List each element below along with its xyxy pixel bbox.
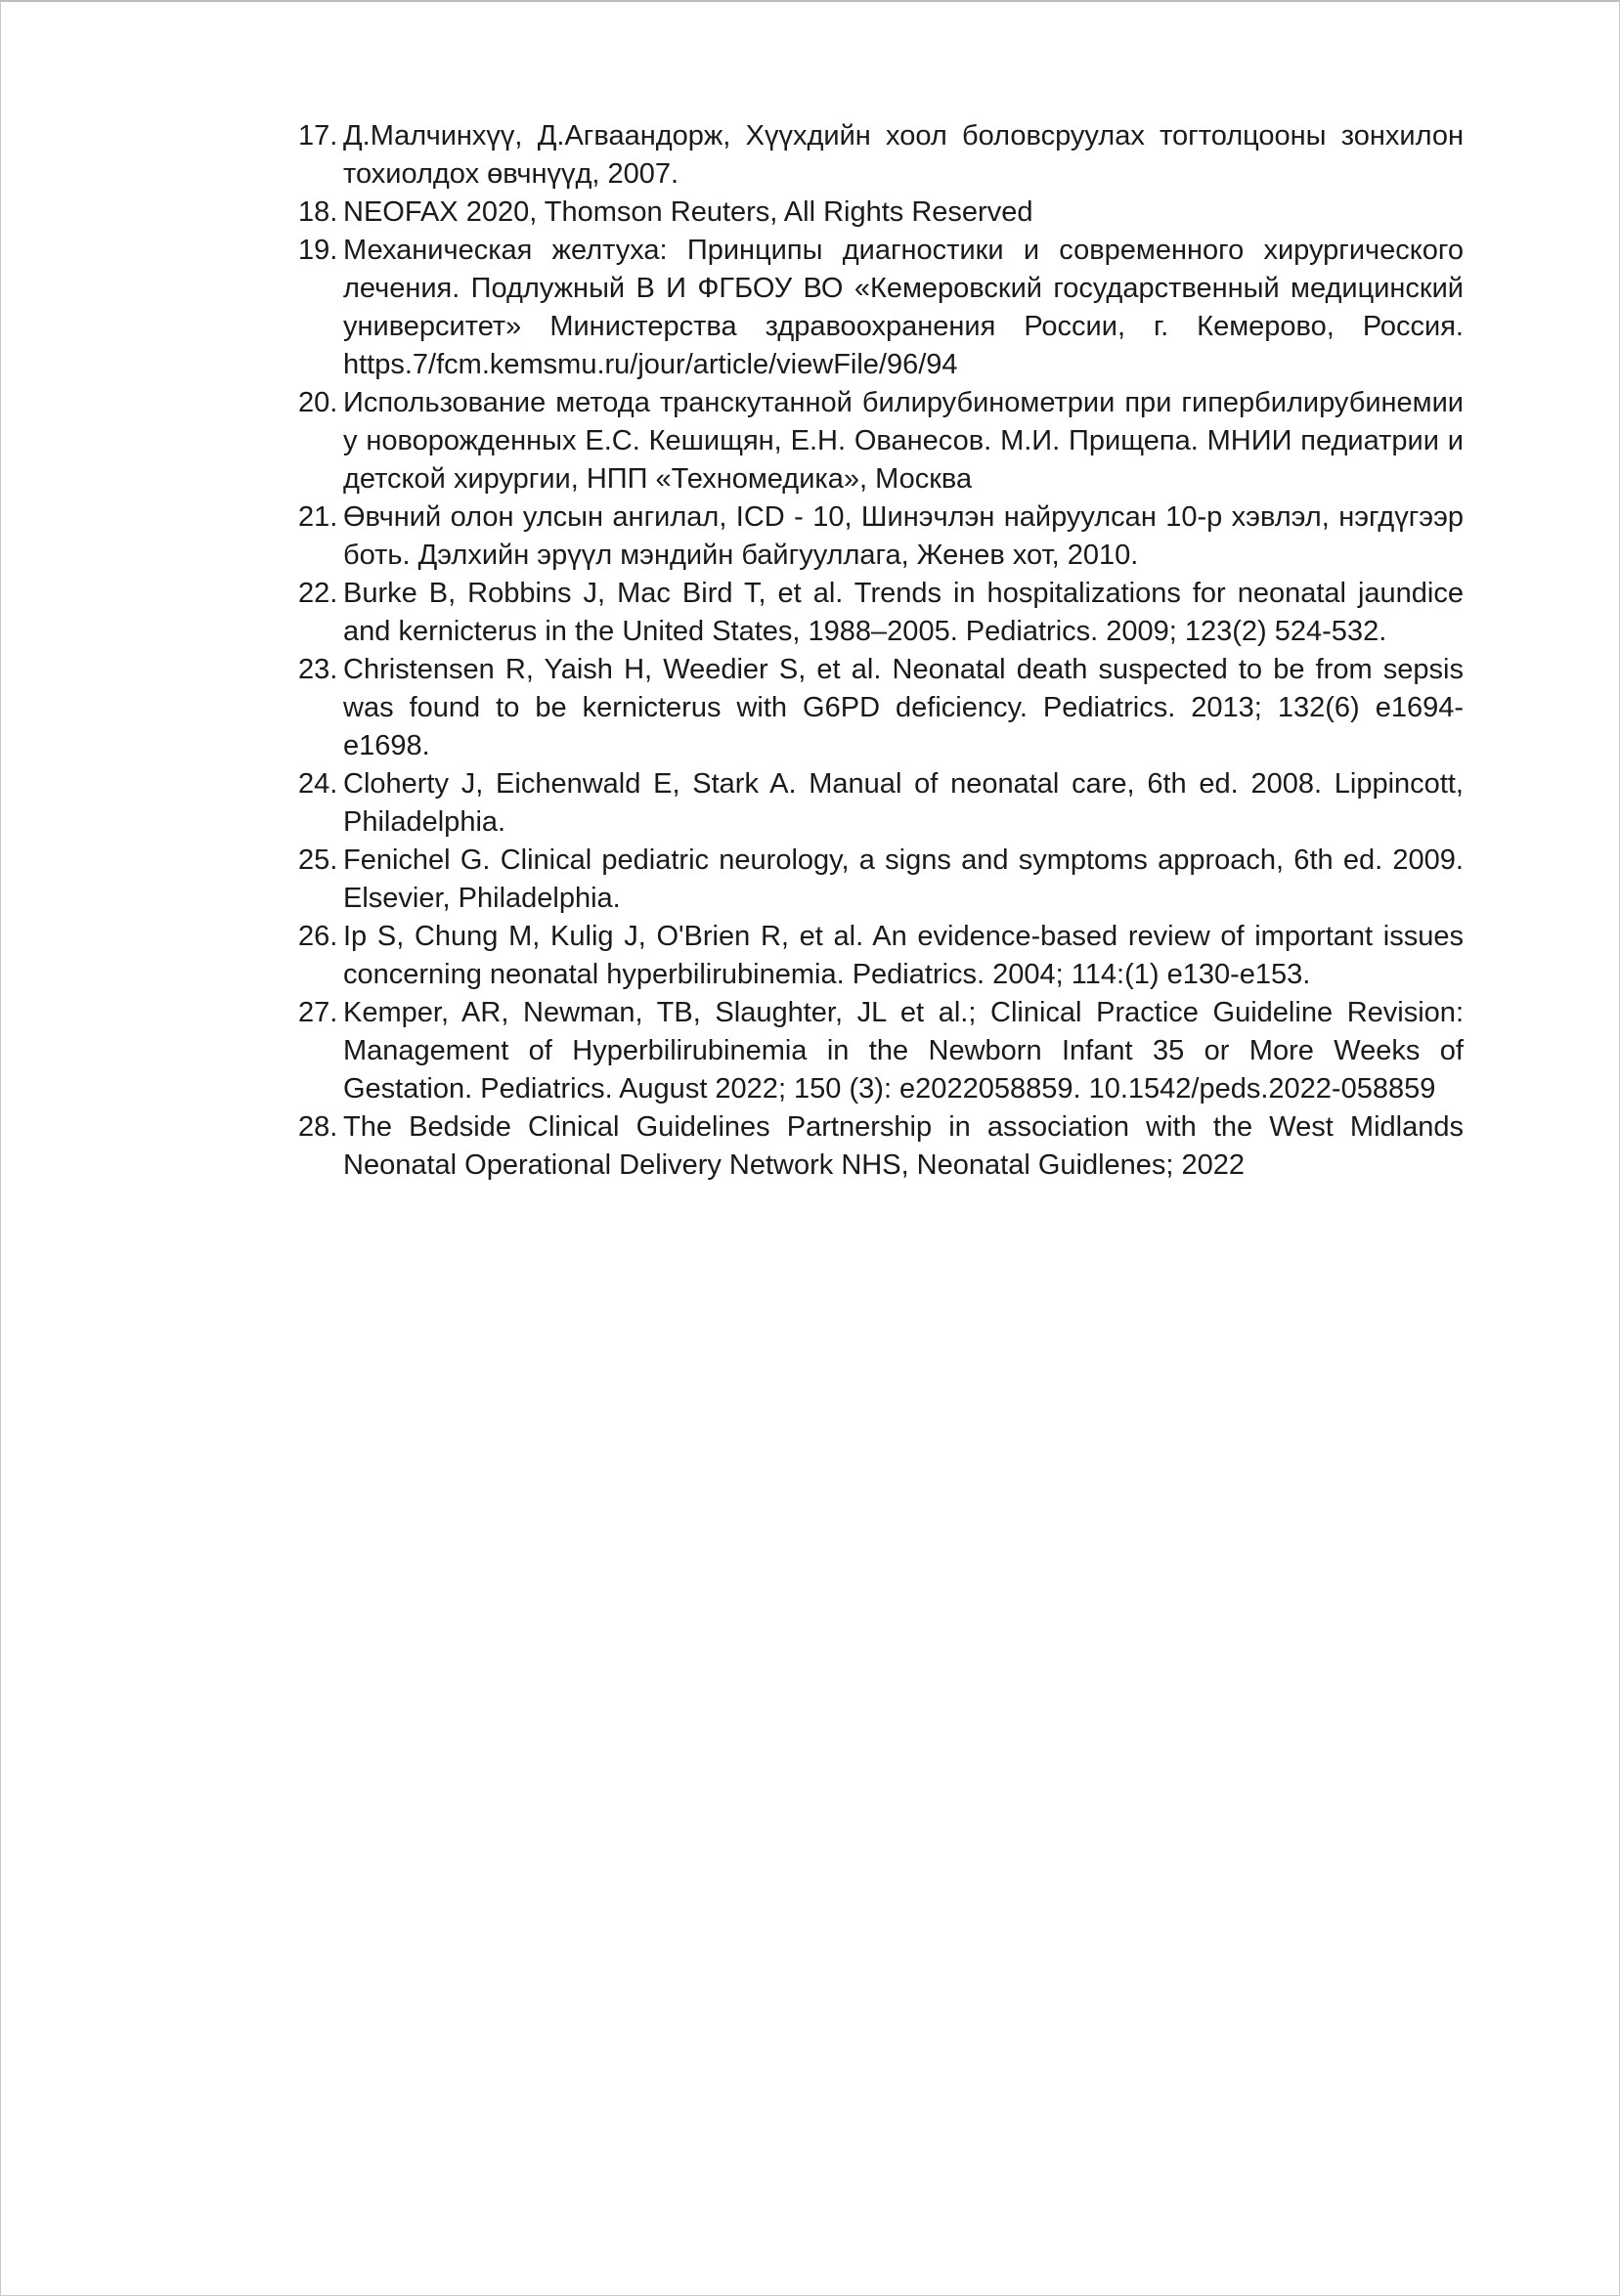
reference-item — [294, 232, 1464, 384]
reference-number: 22. — [298, 578, 338, 609]
reference-text: Fenichel G. Clinical pediatric neurology, a signs and symptoms approach, 6th ed. 2009. Elsevier, Philadelphia. — [343, 845, 1464, 914]
reference-text: Механическая желтуха: Принципы диагностики и современного хирургического лечения. Подлужный В И ФГБОУ ВО «Кемеровский государственный медицинский университет» Министерства здравоохранения России, г. Кемерово, Россия. https.7/fcm.kemsmu.ru/jour/article/viewFile/96/94 — [343, 235, 1464, 380]
reference-item — [294, 842, 1464, 918]
reference-text: Өвчний олон улсын ангилал, ICD - 10, Шинэчлэн найруулсан 10-р хэвлэл, нэгдүгээр боть. Дэлхийн эрүүл мэндийн байгууллага, Женев хот, 2010. — [343, 501, 1464, 571]
reference-text: Cloherty J, Eichenwald E, Stark A. Manual of neonatal care, 6th ed. 2008. Lippincott, Philadelphia. — [343, 768, 1464, 838]
reference-item — [294, 117, 1464, 194]
reference-number: 18. — [298, 196, 338, 228]
reference-number: 19. — [298, 235, 338, 266]
reference-item — [294, 651, 1464, 765]
reference-number: 20. — [298, 387, 338, 418]
reference-item — [294, 994, 1464, 1108]
reference-item — [294, 765, 1464, 842]
reference-item — [294, 498, 1464, 575]
reference-number: 23. — [298, 654, 338, 685]
reference-number: 17. — [298, 120, 338, 152]
reference-text: Christensen R, Yaish H, Weedier S, et al. Neonatal death suspected to be from sepsis was found to be kernicterus with G6PD deficiency. Pediatrics. 2013; 132(6) e1694-e1698. — [343, 654, 1464, 761]
reference-number: 26. — [298, 921, 338, 952]
reference-text: The Bedside Clinical Guidelines Partnership in association with the West Midlands Neonatal Operational Delivery Network NHS, Neonatal Guidlenes; 2022 — [343, 1111, 1464, 1181]
reference-text: Использование метода транскутанной билирубинометрии при гипербилирубинемии у новорожденных Е.С. Кешищян, Е.Н. Ованесов. М.И. Прищепа. МНИИ педиатрии и детской хирургии, НПП «Техномедика», Москва — [343, 387, 1464, 495]
reference-list — [294, 117, 1464, 1185]
reference-number: 21. — [298, 501, 338, 533]
reference-number: 24. — [298, 768, 338, 800]
reference-number: 27. — [298, 997, 338, 1028]
reference-text: Burke B, Robbins J, Mac Bird T, et al. Trends in hospitalizations for neonatal jaundice and kernicterus in the United States, 1988–2005. Pediatrics. 2009; 123(2) 524-532. — [343, 578, 1464, 647]
reference-item — [294, 918, 1464, 994]
reference-text: Д.Малчинхүү, Д.Агваандорж, Хүүхдийн хоол боловсруулах тогтолцооны зонхилон тохиолдох өвчнүүд, 2007. — [343, 120, 1464, 190]
reference-text: Ip S, Chung M, Kulig J, O'Brien R, et al. An evidence-based review of important issues concerning neonatal hyperbilirubinemia. Pediatrics. 2004; 114:(1) e130-e153. — [343, 921, 1464, 990]
reference-item — [294, 575, 1464, 651]
reference-text: Kemper, AR, Newman, TB, Slaughter, JL et al.; Clinical Practice Guideline Revision: Management of Hyperbilirubinemia in the Newborn Infant 35 or More Weeks of Gestation. Pediatrics. August 2022; 150 (3): e2022058859. 10.1542/peds.2022-058859 — [343, 997, 1464, 1105]
reference-item — [294, 194, 1464, 232]
reference-item — [294, 1108, 1464, 1185]
reference-number: 25. — [298, 845, 338, 876]
reference-text: NEOFAX 2020, Thomson Reuters, All Rights Reserved — [343, 196, 1033, 228]
reference-number: 28. — [298, 1111, 338, 1143]
reference-item — [294, 384, 1464, 498]
